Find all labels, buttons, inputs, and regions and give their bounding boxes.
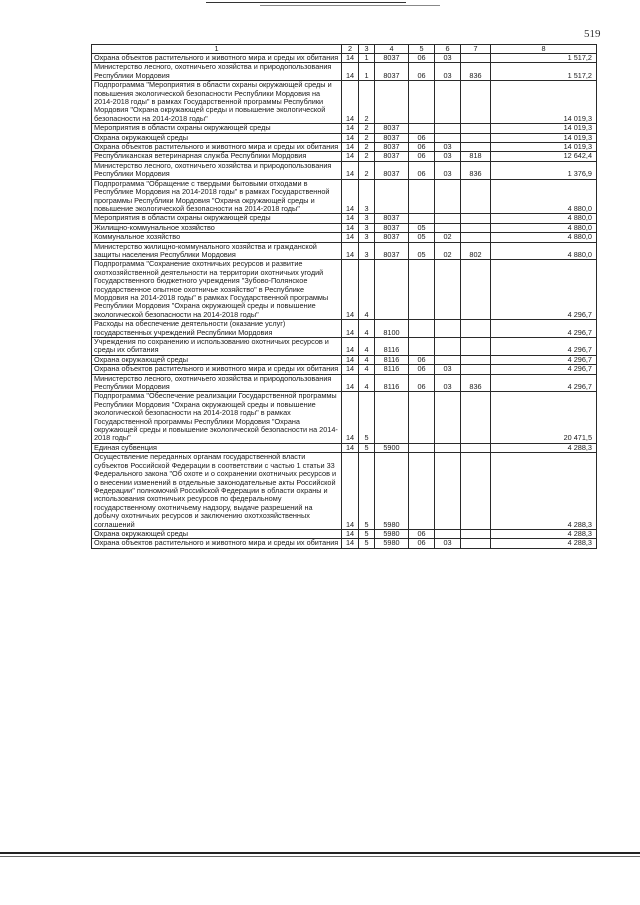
row-name: Единая субвенция bbox=[92, 443, 342, 452]
row-code-c7: 836 bbox=[461, 374, 491, 392]
row-code-c2: 14 bbox=[342, 124, 359, 133]
row-code-c5 bbox=[409, 453, 435, 530]
row-code-c5: 06 bbox=[409, 529, 435, 538]
row-code-c3: 3 bbox=[359, 223, 375, 232]
row-code-c5: 06 bbox=[409, 143, 435, 152]
row-code-c6 bbox=[435, 453, 461, 530]
row-code-c3: 5 bbox=[359, 443, 375, 452]
row-code-c6 bbox=[435, 124, 461, 133]
row-code-c5: 06 bbox=[409, 355, 435, 364]
row-name: Коммунальное хозяйство bbox=[92, 233, 342, 242]
row-code-c3: 1 bbox=[359, 63, 375, 81]
table-row bbox=[92, 443, 597, 452]
row-code-c6: 03 bbox=[435, 161, 461, 179]
row-code-c4 bbox=[375, 81, 409, 124]
table-row bbox=[92, 143, 597, 152]
row-code-c3: 1 bbox=[359, 54, 375, 63]
row-code-c2: 14 bbox=[342, 54, 359, 63]
row-code-c4: 8037 bbox=[375, 242, 409, 260]
row-code-c6: 03 bbox=[435, 54, 461, 63]
row-code-c7 bbox=[461, 529, 491, 538]
row-name: Подпрограмма "Сохранение охотничьих ресурсов и развитие охотхозяйственной деятельности на территории охотничьих угодий Государственного бюджетного учреждения "Зубово-Полянское государственное опытное охотничье хозяйство" в Республике Мордовия на 2014-2018 годы" в рамках Государственной программы Республики Мордовия "Охрана окружающей среды и повышение экологической безопасности на 2014-2018 годы" bbox=[92, 260, 342, 320]
row-code-c3: 5 bbox=[359, 453, 375, 530]
row-code-c2: 14 bbox=[342, 233, 359, 242]
row-amount: 4 880,0 bbox=[491, 179, 597, 214]
bottom-rule-thin bbox=[0, 856, 640, 857]
row-name: Охрана окружающей среды bbox=[92, 355, 342, 364]
row-name: Республиканская ветеринарная служба Республики Мордовия bbox=[92, 152, 342, 161]
row-name: Министерство лесного, охотничьего хозяйства и природопользования Республики Мордовия bbox=[92, 374, 342, 392]
row-code-c6: 03 bbox=[435, 374, 461, 392]
row-name: Мероприятия в области охраны окружающей среды bbox=[92, 214, 342, 223]
row-amount: 4 288,3 bbox=[491, 453, 597, 530]
row-code-c3: 2 bbox=[359, 143, 375, 152]
row-code-c2: 14 bbox=[342, 365, 359, 374]
row-code-c6 bbox=[435, 133, 461, 142]
row-code-c2: 14 bbox=[342, 529, 359, 538]
row-code-c3: 4 bbox=[359, 260, 375, 320]
row-amount: 4 880,0 bbox=[491, 233, 597, 242]
row-code-c7 bbox=[461, 260, 491, 320]
row-name: Учреждения по сохранению и использованию охотничьих ресурсов и среды их обитания bbox=[92, 338, 342, 356]
row-code-c2: 14 bbox=[342, 223, 359, 232]
row-code-c4: 8037 bbox=[375, 152, 409, 161]
row-code-c6 bbox=[435, 260, 461, 320]
row-code-c6 bbox=[435, 392, 461, 443]
row-code-c4: 5980 bbox=[375, 539, 409, 548]
header-cell: 1 bbox=[92, 45, 342, 54]
table-row bbox=[92, 214, 597, 223]
row-code-c4: 8116 bbox=[375, 365, 409, 374]
row-code-c5: 06 bbox=[409, 374, 435, 392]
row-code-c7 bbox=[461, 365, 491, 374]
row-code-c4: 5980 bbox=[375, 453, 409, 530]
table-row bbox=[92, 453, 597, 530]
table-row bbox=[92, 233, 597, 242]
row-name: Охрана окружающей среды bbox=[92, 133, 342, 142]
row-code-c2: 14 bbox=[342, 539, 359, 548]
row-name: Подпрограмма "Обеспечение реализации Государственной программы Республики Мордовия "Охрана окружающей среды и повышение экологической безопасности на 2014-2018 годы" в рамках Государственной программы Республики Мордовия "Охрана окружающей среды и повышение экологической безопасности на 2014-2018 годы" bbox=[92, 392, 342, 443]
row-code-c6: 03 bbox=[435, 152, 461, 161]
row-code-c4: 8037 bbox=[375, 233, 409, 242]
row-code-c7 bbox=[461, 443, 491, 452]
table-row bbox=[92, 133, 597, 142]
row-code-c3: 2 bbox=[359, 81, 375, 124]
row-code-c3: 4 bbox=[359, 320, 375, 338]
table-row bbox=[92, 338, 597, 356]
row-code-c3: 4 bbox=[359, 355, 375, 364]
row-name: Охрана объектов растительного и животного мира и среды их обитания bbox=[92, 143, 342, 152]
row-name: Жилищно-коммунальное хозяйство bbox=[92, 223, 342, 232]
row-code-c2: 14 bbox=[342, 374, 359, 392]
row-code-c4: 8100 bbox=[375, 320, 409, 338]
row-code-c7 bbox=[461, 355, 491, 364]
header-cell: 6 bbox=[435, 45, 461, 54]
table-row bbox=[92, 374, 597, 392]
row-name: Подпрограмма "Обращение с твердыми бытовыми отходами в Республике Мордовия на 2014-2018 годы" в рамках Государственной программы Республики Мордовия "Охрана окружающей среды и повышение экологической безопасности на 2014-2018 годы" bbox=[92, 179, 342, 214]
row-amount: 4 296,7 bbox=[491, 320, 597, 338]
row-code-c5: 06 bbox=[409, 365, 435, 374]
table-row bbox=[92, 355, 597, 364]
row-name: Министерство лесного, охотничьего хозяйства и природопользования Республики Мордовия bbox=[92, 161, 342, 179]
row-code-c5: 06 bbox=[409, 54, 435, 63]
header-cell: 8 bbox=[491, 45, 597, 54]
header-cell: 4 bbox=[375, 45, 409, 54]
row-amount: 4 296,7 bbox=[491, 374, 597, 392]
row-code-c6: 02 bbox=[435, 242, 461, 260]
page-number: 519 bbox=[584, 28, 601, 40]
table-row bbox=[92, 152, 597, 161]
row-amount: 14 019,3 bbox=[491, 143, 597, 152]
row-name: Подпрограмма "Мероприятия в области охраны окружающей среды и повышения экологической безопасности Республики Мордовия на 2014-2018 годы" в рамках Государственной программы Республики Мордовия "Охрана окружающей среды и повышение экологической безопасности на 2014-2018 годы" bbox=[92, 81, 342, 124]
row-code-c5: 06 bbox=[409, 161, 435, 179]
header-cell: 2 bbox=[342, 45, 359, 54]
row-code-c3: 4 bbox=[359, 374, 375, 392]
row-amount: 1 376,9 bbox=[491, 161, 597, 179]
row-name: Расходы на обеспечение деятельности (оказание услуг) государственных учреждений Республики Мордовия bbox=[92, 320, 342, 338]
row-code-c5 bbox=[409, 124, 435, 133]
row-code-c5: 05 bbox=[409, 233, 435, 242]
row-amount: 4 296,7 bbox=[491, 338, 597, 356]
row-code-c7 bbox=[461, 392, 491, 443]
row-code-c4 bbox=[375, 260, 409, 320]
row-amount: 4 880,0 bbox=[491, 214, 597, 223]
row-name: Осуществление переданных органам государственной власти субъектов Российской Федерации в соответствии с частью 1 статьи 33 Федерального закона "Об охоте и о сохранении охотничьих ресурсов и о внесении изменений в отдельные законодательные акты Российской Федерации" полномочий Российской Федерации в области охраны и использования охотничьих ресурсов по федеральному государственному охотничьему надзору, выдаче разрешений на добычу охотничьих ресурсов и заключению охотхозяйственных соглашений bbox=[92, 453, 342, 530]
row-name: Охрана окружающей среды bbox=[92, 529, 342, 538]
row-amount: 14 019,3 bbox=[491, 133, 597, 142]
row-code-c3: 4 bbox=[359, 365, 375, 374]
row-code-c7 bbox=[461, 179, 491, 214]
row-code-c7 bbox=[461, 54, 491, 63]
row-code-c7 bbox=[461, 143, 491, 152]
row-code-c5: 06 bbox=[409, 133, 435, 142]
row-code-c2: 14 bbox=[342, 260, 359, 320]
row-code-c2: 14 bbox=[342, 242, 359, 260]
row-code-c2: 14 bbox=[342, 63, 359, 81]
row-amount: 4 880,0 bbox=[491, 242, 597, 260]
row-code-c6 bbox=[435, 223, 461, 232]
row-code-c2: 14 bbox=[342, 179, 359, 214]
row-code-c5 bbox=[409, 392, 435, 443]
table-body bbox=[92, 45, 597, 549]
table-row bbox=[92, 63, 597, 81]
row-code-c3: 3 bbox=[359, 179, 375, 214]
row-amount: 14 019,3 bbox=[491, 81, 597, 124]
row-code-c7 bbox=[461, 133, 491, 142]
row-code-c4: 8037 bbox=[375, 161, 409, 179]
row-code-c3: 2 bbox=[359, 161, 375, 179]
row-code-c5 bbox=[409, 320, 435, 338]
row-amount: 1 517,2 bbox=[491, 63, 597, 81]
row-code-c4: 8037 bbox=[375, 214, 409, 223]
row-code-c6 bbox=[435, 179, 461, 214]
row-code-c6: 03 bbox=[435, 63, 461, 81]
header-cell: 7 bbox=[461, 45, 491, 54]
row-code-c2: 14 bbox=[342, 338, 359, 356]
row-amount: 4 296,7 bbox=[491, 260, 597, 320]
table-row bbox=[92, 124, 597, 133]
row-code-c4: 8037 bbox=[375, 63, 409, 81]
row-code-c3: 2 bbox=[359, 133, 375, 142]
table-row bbox=[92, 529, 597, 538]
row-code-c7: 836 bbox=[461, 63, 491, 81]
row-code-c4 bbox=[375, 179, 409, 214]
row-amount: 1 517,2 bbox=[491, 54, 597, 63]
row-amount: 14 019,3 bbox=[491, 124, 597, 133]
table-row bbox=[92, 161, 597, 179]
row-code-c5: 05 bbox=[409, 223, 435, 232]
row-code-c7 bbox=[461, 453, 491, 530]
row-code-c5 bbox=[409, 338, 435, 356]
budget-table bbox=[91, 44, 597, 549]
row-code-c3: 5 bbox=[359, 529, 375, 538]
row-code-c6 bbox=[435, 338, 461, 356]
row-code-c3: 3 bbox=[359, 214, 375, 223]
row-code-c6 bbox=[435, 320, 461, 338]
row-code-c3: 2 bbox=[359, 152, 375, 161]
row-code-c3: 4 bbox=[359, 338, 375, 356]
row-code-c4: 8116 bbox=[375, 338, 409, 356]
row-code-c7 bbox=[461, 81, 491, 124]
row-code-c3: 5 bbox=[359, 392, 375, 443]
row-code-c7 bbox=[461, 320, 491, 338]
row-code-c6 bbox=[435, 443, 461, 452]
row-code-c7 bbox=[461, 124, 491, 133]
row-amount: 4 296,7 bbox=[491, 365, 597, 374]
row-code-c7 bbox=[461, 539, 491, 548]
row-code-c7 bbox=[461, 214, 491, 223]
table-row bbox=[92, 179, 597, 214]
row-code-c5 bbox=[409, 81, 435, 124]
table-row bbox=[92, 242, 597, 260]
row-code-c6: 03 bbox=[435, 365, 461, 374]
row-code-c2: 14 bbox=[342, 152, 359, 161]
row-code-c3: 2 bbox=[359, 124, 375, 133]
row-code-c2: 14 bbox=[342, 133, 359, 142]
row-amount: 4 288,3 bbox=[491, 443, 597, 452]
table-row bbox=[92, 223, 597, 232]
row-amount: 12 642,4 bbox=[491, 152, 597, 161]
row-code-c4: 8037 bbox=[375, 223, 409, 232]
row-code-c5: 06 bbox=[409, 152, 435, 161]
row-code-c5 bbox=[409, 179, 435, 214]
row-name: Министерство лесного, охотничьего хозяйства и природопользования Республики Мордовия bbox=[92, 63, 342, 81]
row-code-c3: 3 bbox=[359, 233, 375, 242]
row-code-c2: 14 bbox=[342, 453, 359, 530]
row-code-c5 bbox=[409, 260, 435, 320]
row-code-c2: 14 bbox=[342, 392, 359, 443]
row-name: Мероприятия в области охраны окружающей среды bbox=[92, 124, 342, 133]
row-code-c7 bbox=[461, 338, 491, 356]
header-cell: 3 bbox=[359, 45, 375, 54]
row-code-c6 bbox=[435, 81, 461, 124]
row-amount: 20 471,5 bbox=[491, 392, 597, 443]
row-code-c2: 14 bbox=[342, 161, 359, 179]
row-code-c6 bbox=[435, 214, 461, 223]
row-code-c4: 8037 bbox=[375, 143, 409, 152]
table-row bbox=[92, 320, 597, 338]
row-code-c6 bbox=[435, 529, 461, 538]
row-code-c4: 5980 bbox=[375, 529, 409, 538]
row-code-c7 bbox=[461, 223, 491, 232]
row-code-c7 bbox=[461, 233, 491, 242]
header-cell: 5 bbox=[409, 45, 435, 54]
row-amount: 4 288,3 bbox=[491, 529, 597, 538]
bottom-rule bbox=[0, 852, 640, 854]
row-name: Министерство жилищно-коммунального хозяйства и гражданской защиты населения Республики Мордовия bbox=[92, 242, 342, 260]
row-code-c5: 06 bbox=[409, 539, 435, 548]
row-amount: 4 296,7 bbox=[491, 355, 597, 364]
row-code-c4: 5900 bbox=[375, 443, 409, 452]
row-code-c2: 14 bbox=[342, 143, 359, 152]
row-code-c4: 8037 bbox=[375, 54, 409, 63]
table-row bbox=[92, 81, 597, 124]
row-code-c5: 06 bbox=[409, 63, 435, 81]
row-amount: 4 880,0 bbox=[491, 223, 597, 232]
table-row bbox=[92, 392, 597, 443]
row-code-c2: 14 bbox=[342, 320, 359, 338]
table-row bbox=[92, 260, 597, 320]
row-code-c7: 836 bbox=[461, 161, 491, 179]
row-code-c2: 14 bbox=[342, 355, 359, 364]
row-code-c3: 5 bbox=[359, 539, 375, 548]
row-code-c6 bbox=[435, 355, 461, 364]
row-name: Охрана объектов растительного и животного мира и среды их обитания bbox=[92, 539, 342, 548]
row-name: Охрана объектов растительного и животного мира и среды их обитания bbox=[92, 54, 342, 63]
row-code-c4: 8037 bbox=[375, 133, 409, 142]
row-code-c5 bbox=[409, 443, 435, 452]
table-row bbox=[92, 365, 597, 374]
row-code-c4 bbox=[375, 392, 409, 443]
row-code-c6: 02 bbox=[435, 233, 461, 242]
row-name: Охрана объектов растительного и животного мира и среды их обитания bbox=[92, 365, 342, 374]
row-code-c2: 14 bbox=[342, 443, 359, 452]
row-code-c5: 05 bbox=[409, 242, 435, 260]
row-code-c5 bbox=[409, 214, 435, 223]
row-code-c3: 3 bbox=[359, 242, 375, 260]
table-row bbox=[92, 54, 597, 63]
row-code-c7: 818 bbox=[461, 152, 491, 161]
header-row bbox=[92, 45, 597, 54]
table-row bbox=[92, 539, 597, 548]
row-code-c4: 8037 bbox=[375, 124, 409, 133]
row-code-c6: 03 bbox=[435, 143, 461, 152]
row-code-c7: 802 bbox=[461, 242, 491, 260]
row-code-c6: 03 bbox=[435, 539, 461, 548]
row-code-c4: 8116 bbox=[375, 355, 409, 364]
row-code-c2: 14 bbox=[342, 214, 359, 223]
row-code-c4: 8116 bbox=[375, 374, 409, 392]
row-code-c2: 14 bbox=[342, 81, 359, 124]
row-amount: 4 288,3 bbox=[491, 539, 597, 548]
